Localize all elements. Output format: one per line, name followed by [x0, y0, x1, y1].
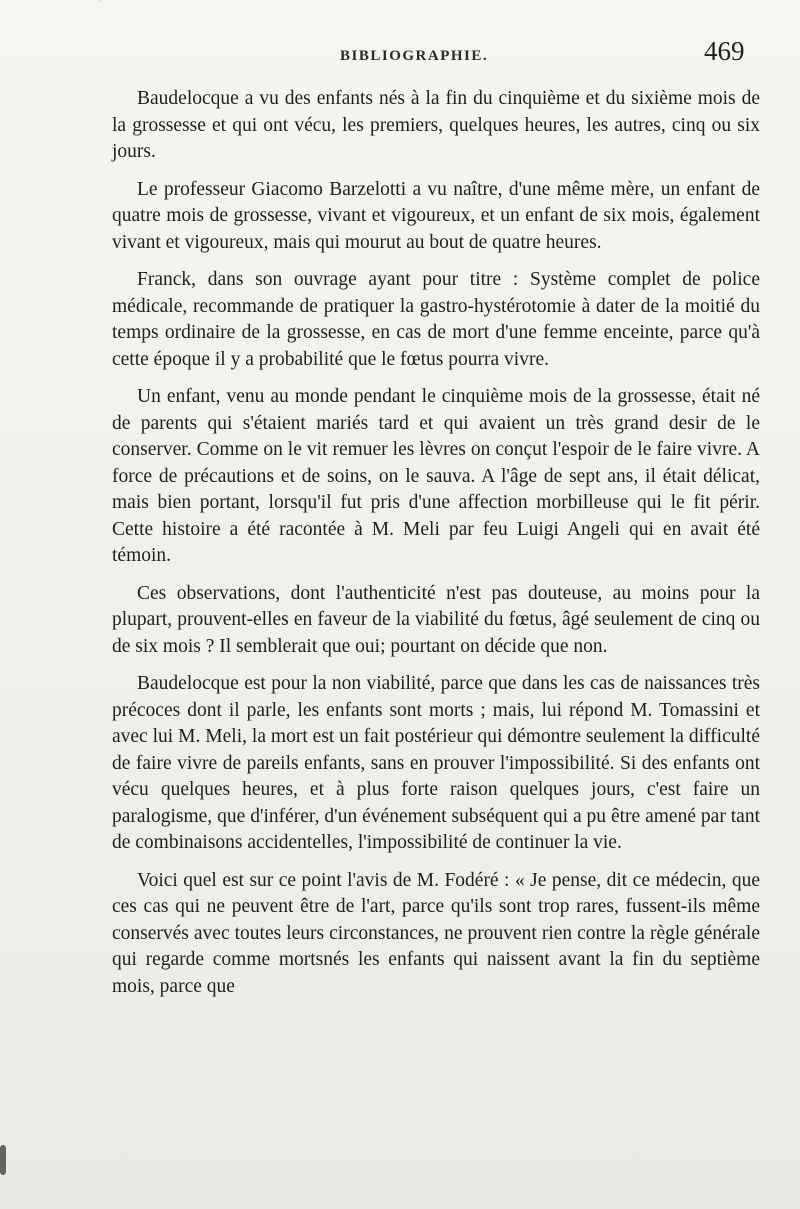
paragraph: Voici quel est sur ce point l'avis de M. Fodéré : « Je pense, dit ce médecin, que ces cas qui ne peuvent être de l'art, parce qu'ils sont trop rares, fussent-ils même conservés avec toutes leurs circonstances, ne prouvent rien contre la règle générale qui regarde comme mortsnés les enfants qui naissent avant la fin du septième mois, parce que: [112, 869, 760, 997]
paragraph: Baudelocque est pour la non viabilité, parce que dans les cas de naissances très précoces dont il parle, les enfants sont morts ; mais, lui répond M. Tomassini et avec lui M. Meli, la mort est un fait postérieur qui démontre seulement la difficulté de faire vivre de pareils enfants, sans en prouver l'impossibilité. Si des enfants ont vécu quelques heures, et à plus forte raison quelques jours, c'est faire un paralogisme, que d'inférer, d'un événement subséquent qui a pu être amené par tant de combinaisons accidentelles, l'impossibilité de continuer la vie.: [112, 673, 760, 853]
paragraph: Ces observations, dont l'authenticité n'est pas douteuse, au moins pour la plupart, prouvent-elles en faveur de la viabilité du fœtus, âgé seulement de cinq ou de six mois ? Il semblerait que oui; pourtant on décide que non.: [112, 582, 760, 657]
margin-ink-mark: [0, 1145, 6, 1175]
running-title: BIBLIOGRAPHIE.: [340, 48, 489, 64]
page-number: 469: [704, 36, 745, 66]
paragraph: Un enfant, venu au monde pendant le cinquième mois de la grossesse, était né de parents qui s'étaient mariés tard et qui avaient un très grand desir de le conserver. Comme on le vit remuer les lèvres on conçut l'espoir de le faire vivre. A force de précautions et de soins, on le sauva. A l'âge de sept ans, il était délicat, mais bien portant, lorsqu'il fut pris d'une affection morbilleuse qui le fit périr. Cette histoire a été racontée à M. Meli par feu Luigi Angeli qui en avait été témoin.: [112, 386, 760, 566]
paragraph: Franck, dans son ouvrage ayant pour titre : Système complet de police médicale, recommande de pratiquer la gastro-hystérotomie à dater de la moitié du temps ordinaire de la grossesse, en cas de mort d'une femme enceinte, parce qu'à cette époque il y a probabilité que le fœtus pourra vivre.: [112, 269, 760, 370]
page-fold-mark: [100, 0, 162, 1]
body-text: [112, 86, 760, 1000]
paragraph: Baudelocque a vu des enfants nés à la fin du cinquième et du sixième mois de la grossesse et qui ont vécu, les premiers, quelques heures, les autres, cinq ou six jours.: [112, 88, 760, 162]
page-header: [0, 38, 800, 78]
paragraph: Le professeur Giacomo Barzelotti a vu naître, d'une même mère, un enfant de quatre mois de grossesse, vivant et vigoureux, et un enfant de six mois, également vivant et vigoureux, mais qui mourut au bout de quatre heures.: [112, 178, 760, 253]
